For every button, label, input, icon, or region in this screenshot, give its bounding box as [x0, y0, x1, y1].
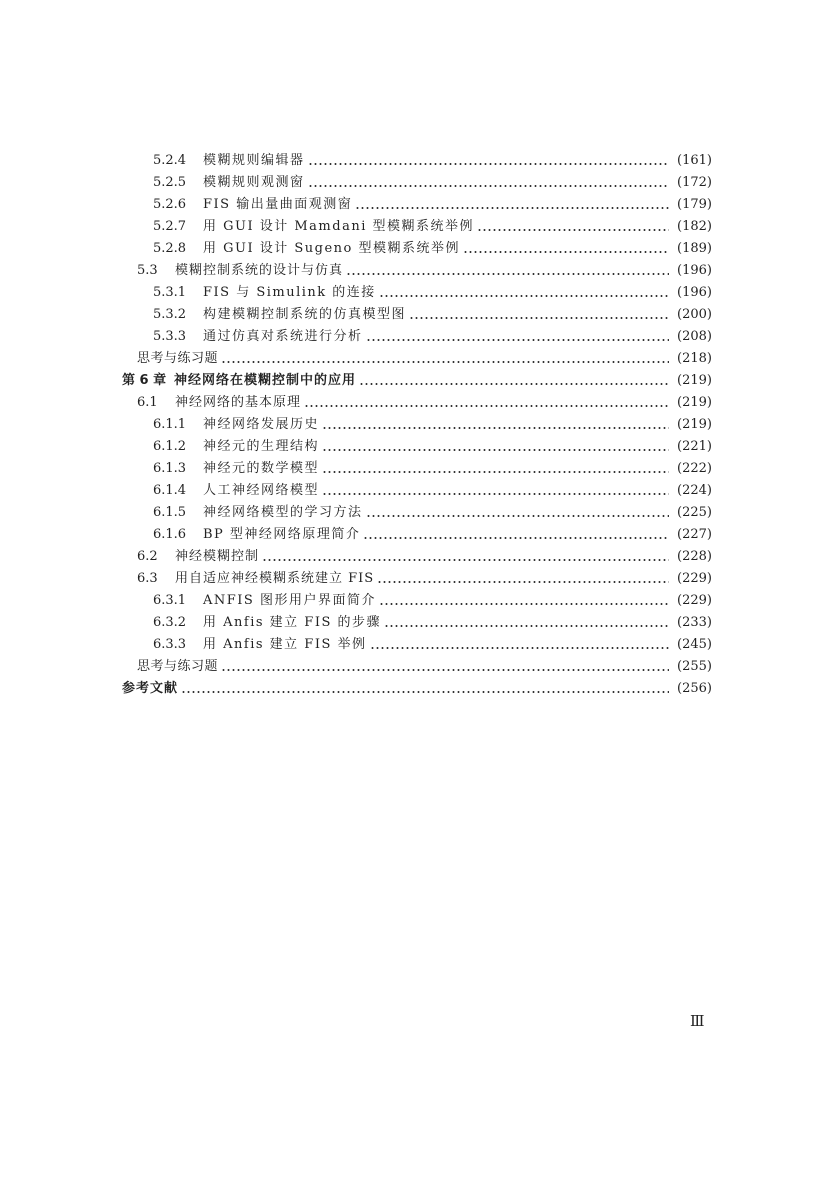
- toc-entry-page: (245): [677, 637, 712, 652]
- dot-leader: [304, 393, 669, 413]
- toc-entry: [153, 437, 712, 457]
- toc-entry: [137, 349, 712, 369]
- toc-entry-number: 5.3.2: [153, 307, 187, 322]
- toc-entry-number: 6.1.6: [153, 527, 187, 542]
- toc-entry-page: (172): [677, 175, 712, 190]
- toc-entry-number: 6.3: [137, 571, 158, 586]
- toc-entry-title: 思考与练习题: [137, 351, 219, 366]
- toc-entry-page: (189): [677, 241, 712, 256]
- toc-entry-number: 6.1: [137, 395, 158, 410]
- dot-leader: [346, 261, 669, 281]
- toc-entry-page: (196): [677, 263, 712, 278]
- toc-entry-page: (255): [677, 659, 712, 674]
- toc-entry: [153, 459, 712, 479]
- dot-leader: [308, 173, 669, 193]
- toc-entry-number: 6.1.1: [153, 417, 187, 432]
- toc-entry-title: 神经网络的基本原理: [175, 395, 302, 410]
- toc-entry-title: 神经元的生理结构: [203, 439, 320, 454]
- toc-entry-page: (182): [677, 219, 712, 234]
- toc-entry-number: 5.2.4: [153, 153, 187, 168]
- toc-entry: [137, 393, 712, 413]
- toc-entry-page: (222): [677, 461, 712, 476]
- dot-leader: [221, 657, 669, 677]
- toc-entry-title: 通过仿真对系统进行分析: [203, 329, 363, 344]
- toc-entry-page: (256): [677, 681, 712, 696]
- toc-entry-title: 用自适应神经模糊系统建立 FIS: [175, 571, 375, 586]
- toc-entry: [153, 283, 712, 303]
- toc-entry-page: (228): [677, 549, 712, 564]
- toc-entry-number: 6.3.2: [153, 615, 187, 630]
- toc-entry: [137, 261, 712, 281]
- toc-entry-title: FIS 输出量曲面观测窗: [203, 197, 353, 212]
- dot-leader: [262, 547, 669, 567]
- toc-entry-title: 参考文献: [122, 681, 179, 696]
- dot-leader: [477, 217, 669, 237]
- dot-leader: [322, 437, 669, 457]
- toc-entry: [153, 503, 712, 523]
- toc-entry-title: 神经元的数学模型: [203, 461, 320, 476]
- toc-entry: [122, 679, 712, 699]
- dot-leader: [366, 327, 669, 347]
- dot-leader: [384, 613, 669, 633]
- toc-entry: [153, 481, 712, 501]
- toc-entry: [153, 591, 712, 611]
- toc-entry-number: 6.2: [137, 549, 158, 564]
- dot-leader: [377, 569, 669, 589]
- toc-entry-title: FIS 与 Simulink 的连接: [203, 285, 376, 300]
- dot-leader: [379, 283, 669, 303]
- toc-entry: [153, 151, 712, 171]
- toc-entry: [137, 657, 712, 677]
- toc-entry: [153, 195, 712, 215]
- toc-entry-title: 构建模糊控制系统的仿真模型图: [203, 307, 407, 322]
- toc-entry: [122, 371, 712, 391]
- dot-leader: [322, 415, 669, 435]
- toc-entry-page: (219): [677, 395, 712, 410]
- dot-leader: [181, 679, 669, 699]
- toc-entry-page: (161): [677, 153, 712, 168]
- toc-entry: [153, 635, 712, 655]
- toc-entry-number: 6.1.2: [153, 439, 187, 454]
- toc-entry-number: 5.3: [137, 263, 158, 278]
- toc-entry-page: (227): [677, 527, 712, 542]
- dot-leader: [322, 481, 669, 501]
- toc-entry-page: (229): [677, 593, 712, 608]
- toc-entry-page: (224): [677, 483, 712, 498]
- toc-entry-number: 6.1.3: [153, 461, 187, 476]
- toc-entry-number: 5.2.8: [153, 241, 187, 256]
- toc-entry-number: 5.2.7: [153, 219, 187, 234]
- toc-entry-number: 5.2.6: [153, 197, 187, 212]
- toc-entry-number: 第 6 章: [122, 373, 167, 388]
- toc-entry-title: ANFIS 图形用户界面简介: [203, 593, 376, 608]
- dot-leader: [359, 371, 669, 391]
- toc-entry: [153, 239, 712, 259]
- toc-entry-page: (208): [677, 329, 712, 344]
- dot-leader: [308, 151, 669, 171]
- toc-entry-title: 神经网络模型的学习方法: [203, 505, 363, 520]
- toc-entry-title: 用 GUI 设计 Sugeno 型模糊系统举例: [203, 241, 460, 256]
- toc-entry: [153, 305, 712, 325]
- dot-leader: [355, 195, 669, 215]
- toc-entry-title: 用 Anfis 建立 FIS 举例: [203, 637, 367, 652]
- toc-entry-page: (229): [677, 571, 712, 586]
- toc-entry: [153, 525, 712, 545]
- toc-entry-page: (200): [677, 307, 712, 322]
- toc-entry: [153, 217, 712, 237]
- toc-entry-title: 模糊规则编辑器: [203, 153, 305, 168]
- toc-entry-number: 5.3.3: [153, 329, 187, 344]
- toc-entry-title: 神经网络发展历史: [203, 417, 320, 432]
- toc-entry-number: 5.3.1: [153, 285, 187, 300]
- toc-entry-page: (196): [677, 285, 712, 300]
- toc-entry-title: 思考与练习题: [137, 659, 219, 674]
- toc-entry: [153, 327, 712, 347]
- toc-entry-page: (233): [677, 615, 712, 630]
- toc-entry: [153, 173, 712, 193]
- toc-entry-page: (218): [677, 351, 712, 366]
- toc-entry-page: (219): [677, 417, 712, 432]
- toc-entry-page: (219): [677, 373, 712, 388]
- dot-leader: [379, 591, 669, 611]
- toc-entry-title: 模糊控制系统的设计与仿真: [175, 263, 344, 278]
- dot-leader: [463, 239, 669, 259]
- toc-entry-number: 5.2.5: [153, 175, 187, 190]
- toc-entry: [137, 569, 712, 589]
- dot-leader: [363, 525, 669, 545]
- page-number-footer: Ⅲ: [690, 1012, 705, 1030]
- toc-entry-title: 用 Anfis 建立 FIS 的步骤: [203, 615, 381, 630]
- toc-entry-number: 6.1.5: [153, 505, 187, 520]
- toc-entry: [137, 547, 712, 567]
- toc-entry-title: BP 型神经网络原理简介: [203, 527, 361, 542]
- toc-entry: [153, 415, 712, 435]
- dot-leader: [322, 459, 669, 479]
- toc-entry-title: 神经模糊控制: [175, 549, 260, 564]
- dot-leader: [409, 305, 669, 325]
- toc-entry-number: 6.3.1: [153, 593, 187, 608]
- toc-entry-page: (221): [677, 439, 712, 454]
- toc-entry-number: 6.3.3: [153, 637, 187, 652]
- toc-entry-title: 模糊规则观测窗: [203, 175, 305, 190]
- dot-leader: [370, 635, 670, 655]
- toc-entry-title: 神经网络在模糊控制中的应用: [174, 373, 357, 388]
- toc-entry-number: 6.1.4: [153, 483, 187, 498]
- toc-entry-title: 人工神经网络模型: [203, 483, 320, 498]
- dot-leader: [366, 503, 669, 523]
- dot-leader: [221, 349, 669, 369]
- toc-entry-page: (225): [677, 505, 712, 520]
- toc-entry-page: (179): [677, 197, 712, 212]
- toc-entry-title: 用 GUI 设计 Mamdani 型模糊系统举例: [203, 219, 474, 234]
- toc-entry: [153, 613, 712, 633]
